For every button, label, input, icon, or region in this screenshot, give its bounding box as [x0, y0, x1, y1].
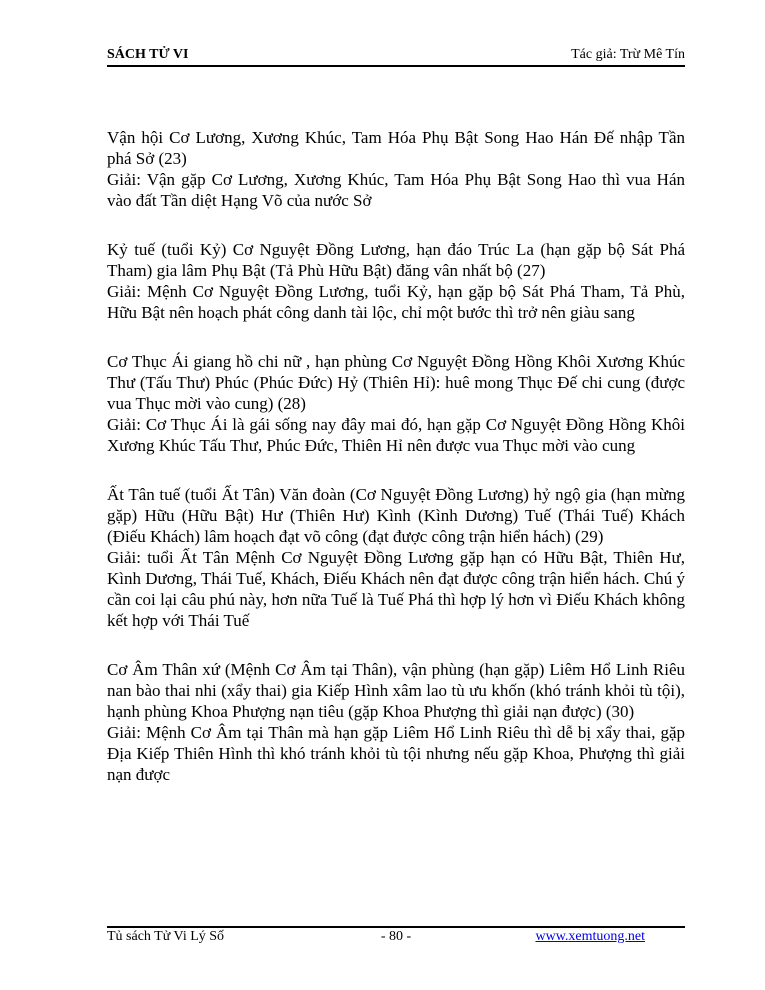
book-series: Tủ sách Tử Vi Lý Số [107, 929, 225, 944]
verse-explanation: Giải: Cơ Thục Ái là gái sống nay đây mai đó, hạn gặp Cơ Nguyệt Đồng Hồng Khôi Xương Khúc Tấu Thư, Phúc Đức, Thiên Hỉ nên được vua Thục mời vào cung [107, 415, 685, 455]
page-footer [107, 929, 685, 947]
verse-entry-30 [107, 659, 685, 785]
verse-explanation: Giải: tuổi Ất Tân Mệnh Cơ Nguyệt Đồng Lương gặp hạn có Hữu Bật, Thiên Hư, Kình Dương, Thái Tuế, Khách, Điếu Khách nên đạt được công trận hiển hách. Chú ý cần coi lại câu phú này, hơn nữa Tuế là Tuế Phá thì hợp lý hơn vì Điếu Khách không kết hợp với Thái Tuế [107, 548, 685, 630]
verse-text: Ất Tân tuế (tuổi Ất Tân) Văn đoàn (Cơ Nguyệt Đồng Lương) hỷ ngộ gia (hạn mừng gặp) Hữu (Hữu Bật) Hư (Thiên Hư) Kình (Kình Dương) Tuế (Thái Tuế) Khách (Điếu Khách) lâm hoạch đạt võ công (đạt được công trận hiển hách) (29) [107, 485, 685, 546]
page-number: - 80 - [380, 929, 412, 944]
footer-divider [107, 926, 685, 928]
page-body [107, 127, 685, 813]
website-link[interactable]: www.xemtuong.net [535, 929, 645, 944]
page-header [107, 47, 685, 65]
verse-explanation: Giải: Mệnh Cơ Âm tại Thân mà hạn gặp Liêm Hổ Linh Riêu thì dễ bị xẩy thai, gặp Địa Kiếp Thiên Hình thì khó tránh khỏi tù tội nhưng nếu gặp Khoa, Phượng thì giải nạn được [107, 723, 685, 784]
verse-text: Vận hội Cơ Lương, Xương Khúc, Tam Hóa Phụ Bật Song Hao Hán Đế nhập Tần phá Sở (23) [107, 128, 685, 168]
verse-text: Cơ Thục Ái giang hồ chi nữ , hạn phùng Cơ Nguyệt Đồng Hồng Khôi Xương Khúc Thư (Tấu Thư) Phúc (Phúc Đức) Hỷ (Thiên Hỉ): huê mong Thục Đế chi cung (được vua Thục mời vào cung) (28) [107, 352, 685, 413]
verse-entry-27 [107, 239, 685, 323]
author-credit: Tác giả: Trừ Mê Tín [571, 47, 685, 62]
header-divider [107, 65, 685, 67]
verse-text: Cơ Âm Thân xứ (Mệnh Cơ Âm tại Thân), vận phùng (hạn gặp) Liêm Hổ Linh Riêu nan bào thai nhi (xẩy thai) gia Kiếp Hình xâm lao tù ưu khốn (khó tránh khỏi tù tội), hạnh phùng Khoa Phượng nạn tiêu (gặp Khoa Phượng thì giải nạn được) (30) [107, 660, 685, 721]
verse-explanation: Giải: Vận gặp Cơ Lương, Xương Khúc, Tam Hóa Phụ Bật Song Hao thì vua Hán vào đất Tần diệt Hạng Võ của nước Sở [107, 170, 685, 210]
verse-explanation: Giải: Mệnh Cơ Nguyệt Đồng Lương, tuổi Kỷ, hạn gặp bộ Sát Phá Tham, Tả Phù, Hữu Bật nên hoạch phát công danh tài lộc, chỉ một bước thì trở nên giàu sang [107, 282, 685, 322]
verse-entry-23 [107, 127, 685, 211]
verse-entry-28 [107, 351, 685, 456]
book-title: SÁCH TỬ VI [107, 47, 189, 62]
verse-entry-29 [107, 484, 685, 631]
verse-text: Kỷ tuế (tuổi Kỷ) Cơ Nguyệt Đồng Lương, hạn đáo Trúc La (hạn gặp bộ Sát Phá Tham) gia lâm Phụ Bật (Tả Phù Hữu Bật) đăng vân nhất bộ (27) [107, 240, 685, 280]
